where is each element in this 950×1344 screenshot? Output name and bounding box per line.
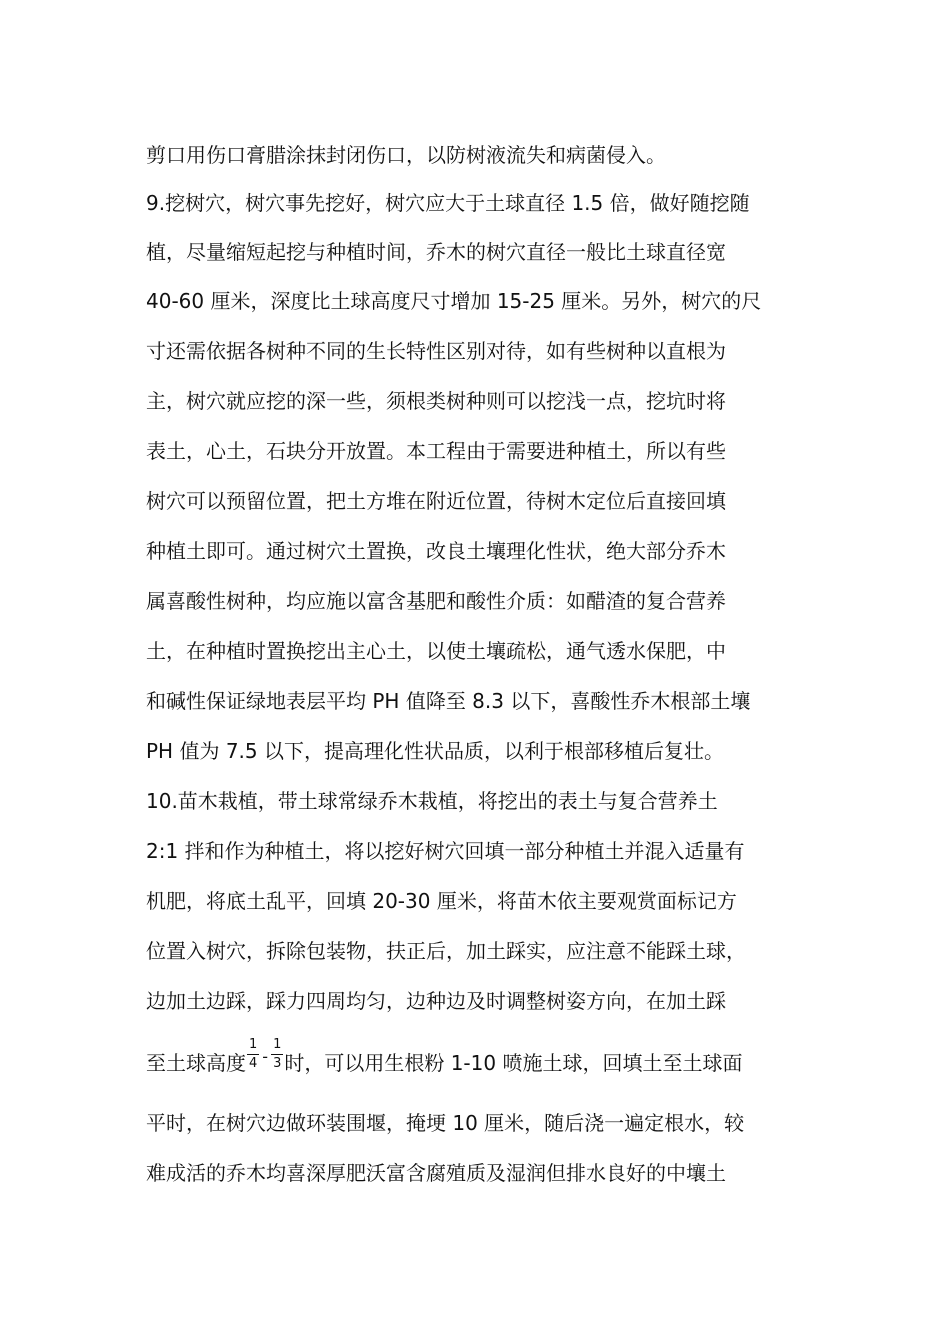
- text-line: 40-60 厘米，深度比土球高度尺寸增加 15-25 厘米。另外，树穴的尺: [146, 289, 762, 313]
- fraction-line-prefix: 至土球高度: [146, 1050, 246, 1075]
- text-line: 种植土即可。通过树穴土置换，改良土壤理化性状，绝大部分乔木: [146, 539, 726, 563]
- text-line: 主，树穴就应挖的深一些，须根类树种则可以挖浅一点，挖坑时将: [146, 389, 726, 413]
- fraction-numerator: 1: [273, 1037, 282, 1052]
- fraction-text-line: [146, 1037, 743, 1079]
- fraction-denominator: 4: [249, 1056, 258, 1071]
- text-line: 9.挖树穴，树穴事先挖好，树穴应大于土球直径 1.5 倍，做好随挖随: [146, 191, 750, 215]
- fraction-separator: -: [262, 1046, 269, 1066]
- fraction-bar: [247, 1054, 259, 1055]
- text-line: 2:1 拌和作为种植土，将以挖好树穴回填一部分种植土并混入适量有: [146, 839, 745, 863]
- text-line: 边加土边踩，踩力四周均匀，边种边及时调整树姿方向，在加土踩: [146, 989, 726, 1013]
- fraction-denominator: 3: [273, 1056, 282, 1071]
- fraction-line-suffix: 时，可以用生根粉 1-10 喷施土球，回填土至土球面: [284, 1050, 743, 1075]
- text-line: 土，在种植时置换挖出主心土，以使土壤疏松，通气透水保肥，中: [146, 639, 726, 663]
- text-line: 寸还需依据各树种不同的生长特性区别对待，如有些树种以直根为: [146, 339, 726, 363]
- fraction-one-quarter: [247, 1038, 259, 1071]
- fraction-numerator: 1: [249, 1037, 258, 1052]
- text-line: 属喜酸性树种，均应施以富含基肥和酸性介质：如醋渣的复合营养: [146, 589, 726, 613]
- text-line: 剪口用伤口膏腊涂抹封闭伤口，以防树液流失和病菌侵入。: [146, 143, 666, 167]
- text-line: 平时，在树穴边做环装围堰，掩埂 10 厘米，随后浇一遍定根水，较: [146, 1111, 745, 1135]
- text-line: 位置入树穴，拆除包装物，扶正后，加土踩实，应注意不能踩土球，: [146, 939, 746, 963]
- text-line: 10.苗木栽植，带土球常绿乔木栽植，将挖出的表土与复合营养土: [146, 789, 718, 813]
- text-line: 机肥，将底土乱平，回填 20-30 厘米，将苗木依主要观赏面标记方: [146, 889, 737, 913]
- text-line: 难成活的乔木均喜深厚肥沃富含腐殖质及湿润但排水良好的中壤土: [146, 1161, 726, 1185]
- text-line: PH 值为 7.5 以下，提高理化性状品质，以利于根部移植后复壮。: [146, 739, 724, 763]
- text-line: 树穴可以预留位置，把土方堆在附近位置，待树木定位后直接回填: [146, 489, 726, 513]
- text-line: 和碱性保证绿地表层平均 PH 值降至 8.3 以下，喜酸性乔木根部土壤: [146, 689, 751, 713]
- fraction-one-third: [271, 1038, 283, 1071]
- text-line: 表土，心土，石块分开放置。本工程由于需要进种植土，所以有些: [146, 439, 726, 463]
- fraction-bar: [271, 1054, 283, 1055]
- text-line: 植，尽量缩短起挖与种植时间，乔木的树穴直径一般比土球直径宽: [146, 240, 726, 264]
